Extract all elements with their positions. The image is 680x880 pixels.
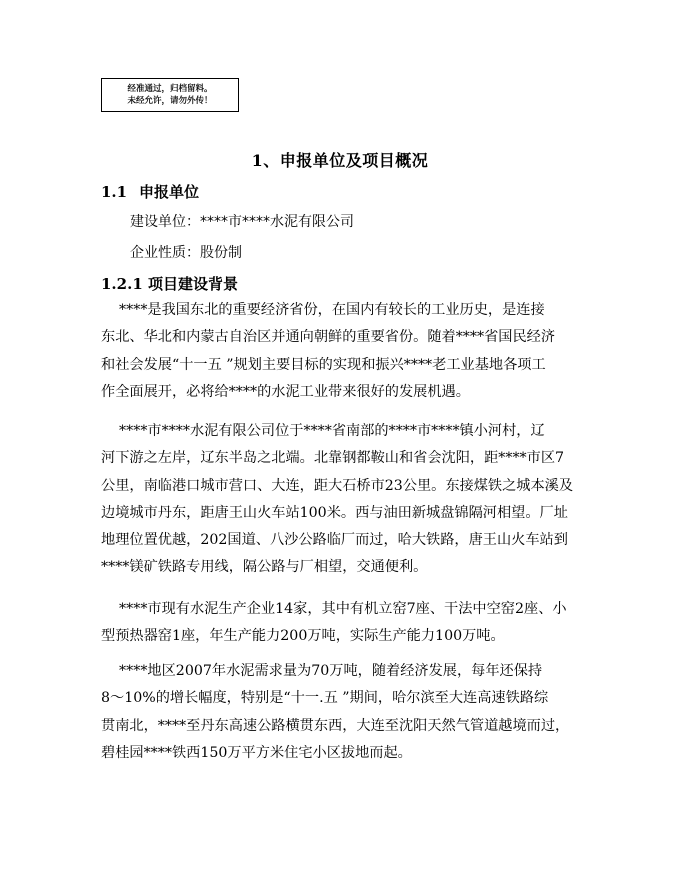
- chapter-title: 1、申报单位及项目概况: [251, 151, 429, 170]
- paragraph-1: [101, 297, 611, 406]
- paragraph-line: 贯南北，****至丹东高速公路横贯东西，大连至沈阳天然气管道越境而过，: [101, 717, 570, 734]
- paragraph-line: 作全面展开，必将给****的水泥工业带来很好的发展机遇。: [101, 383, 470, 400]
- paragraph-2: [101, 418, 611, 582]
- paragraph-line: 8～10%的增长幅度，特别是“十一.五 ”期间，哈尔滨至大连高速铁路综: [101, 690, 549, 707]
- paragraph-line: 型预热器窑1座，年生产能力200万吨，实际生产能力100万吨。: [101, 628, 505, 645]
- paragraph-line: ****市****水泥有限公司位于****省南部的****市****镇小河村，辽: [101, 423, 545, 439]
- section-heading-1-2-1: 1.2.1 项目建设背景: [101, 275, 238, 293]
- stamp-line-2: 未经允许，请勿外传！: [127, 96, 213, 106]
- paragraph-line: ****镁矿铁路专用线，隔公路与厂相望，交通便利。: [101, 559, 428, 576]
- paragraph-line: 边境城市丹东，距唐王山火车站100米。西与油田新城盘锦隔河相望。厂址: [101, 504, 568, 521]
- paragraph-4: [101, 658, 611, 767]
- section-heading-1-1: [101, 181, 199, 202]
- paragraph-line: 公里，南临港口城市营口、大连，距大石桥市23公里。东接煤铁之城本溪及: [101, 477, 574, 494]
- paragraph-3: [101, 596, 611, 651]
- paragraph-line: ****市现有水泥生产企业14家，其中有机立窑7座、干法中空窑2座、小: [101, 601, 567, 617]
- paragraph-line: 东北、华北和内蒙古自治区并通向朝鲜的重要省份。随着****省国民经济: [101, 329, 556, 346]
- section-label: 申报单位: [139, 183, 200, 201]
- section-number: 1.1: [101, 183, 128, 201]
- stamp-line-1: 经准通过，归档留料。: [127, 84, 213, 94]
- paragraph-line: ****地区2007年水泥需求量为70万吨，随着经济发展，每年还保持: [101, 663, 543, 679]
- paragraph-line: 碧桂园****铁西150万平方米住宅小区拔地而起。: [101, 744, 412, 761]
- paragraph-line: ****是我国东北的重要经济省份，在国内有较长的工业历史，是连接: [101, 302, 545, 318]
- paragraph-line: 和社会发展“十一五 ”规划主要目标的实现和振兴****老工业基地各项工: [101, 356, 546, 373]
- enterprise-nature-field: 企业性质：股份制: [130, 245, 242, 261]
- confidential-stamp: [101, 78, 239, 112]
- paragraph-line: 河下游之左岸，辽东半岛之北端。北靠钢都鞍山和省会沈阳，距****市区7: [101, 450, 565, 467]
- paragraph-line: 地理位置优越，202国道、八沙公路临厂而过，哈大铁路，唐王山火车站到: [101, 532, 568, 549]
- construction-unit-field: 建设单位：****市****水泥有限公司: [130, 214, 354, 230]
